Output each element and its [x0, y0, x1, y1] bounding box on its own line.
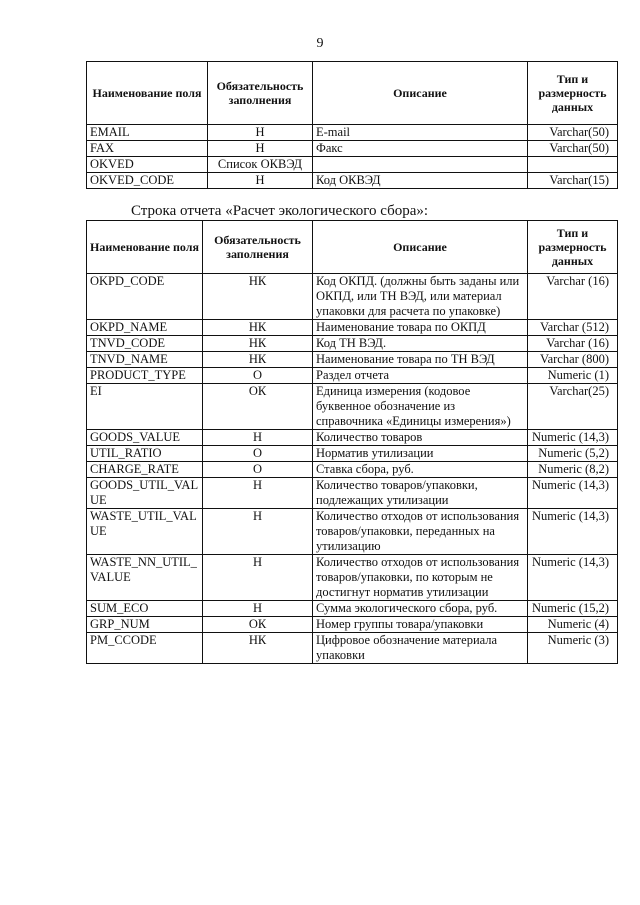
field-name-cell: OKVED_CODE — [87, 173, 208, 189]
field-name-cell: UTIL_RATIO — [87, 446, 203, 462]
description-cell: Номер группы товара/упаковки — [313, 617, 528, 633]
table-row — [87, 601, 618, 617]
type-cell: Numeric (14,3) — [528, 555, 618, 601]
type-cell: Numeric (14,3) — [528, 430, 618, 446]
type-cell: Numeric (14,3) — [528, 509, 618, 555]
required-cell: ОК — [203, 617, 313, 633]
required-cell: НК — [203, 274, 313, 320]
field-name-cell: WASTE_UTIL_VALUE — [87, 509, 203, 555]
header-description: Описание — [313, 221, 528, 274]
table-row — [87, 274, 618, 320]
table-row — [87, 478, 618, 509]
field-name-cell: SUM_ECO — [87, 601, 203, 617]
required-cell: НК — [203, 320, 313, 336]
table-row — [87, 430, 618, 446]
type-cell: Numeric (3) — [528, 633, 618, 664]
description-cell: Единица измерения (кодовое буквенное обозначение из справочника «Единицы измерения») — [313, 384, 528, 430]
required-cell: НК — [203, 336, 313, 352]
field-name-cell: EI — [87, 384, 203, 430]
header-required: Обязательность заполнения — [203, 221, 313, 274]
description-cell: Ставка сбора, руб. — [313, 462, 528, 478]
field-name-cell: GOODS_UTIL_VALUE — [87, 478, 203, 509]
required-cell: Список ОКВЭД — [208, 157, 313, 173]
required-cell: О — [203, 368, 313, 384]
type-cell: Numeric (1) — [528, 368, 618, 384]
required-cell: О — [203, 462, 313, 478]
description-cell: Количество отходов от использования товаров/упаковки, по которым не достигнут норматив утилизации — [313, 555, 528, 601]
table-row — [87, 157, 618, 173]
table-row — [87, 384, 618, 430]
description-cell: Норматив утилизации — [313, 446, 528, 462]
type-cell: Varchar (16) — [528, 336, 618, 352]
header-required: Обязательность заполнения — [208, 62, 313, 125]
header-data-type: Тип и размерность данных — [528, 62, 618, 125]
table-row — [87, 141, 618, 157]
description-cell: Сумма экологического сбора, руб. — [313, 601, 528, 617]
description-cell: Цифровое обозначение материала упаковки — [313, 633, 528, 664]
field-name-cell: EMAIL — [87, 125, 208, 141]
description-cell: Код ОКПД. (должны быть заданы или ОКПД, или ТН ВЭД, или материал упаковки для расчета по упаковке) — [313, 274, 528, 320]
table-row — [87, 173, 618, 189]
table-row — [87, 352, 618, 368]
type-cell: Varchar(25) — [528, 384, 618, 430]
required-cell: ОК — [203, 384, 313, 430]
description-cell: Код ТН ВЭД. — [313, 336, 528, 352]
description-cell: E-mail — [313, 125, 528, 141]
table-header-row — [87, 62, 618, 125]
header-field-name: Наименование поля — [87, 62, 208, 125]
table-row — [87, 462, 618, 478]
description-cell: Количество товаров/упаковки, подлежащих утилизации — [313, 478, 528, 509]
description-cell: Наименование товара по ОКПД — [313, 320, 528, 336]
table-row — [87, 617, 618, 633]
type-cell: Varchar (512) — [528, 320, 618, 336]
field-name-cell: TNVD_CODE — [87, 336, 203, 352]
field-name-cell: OKVED — [87, 157, 208, 173]
table-row — [87, 320, 618, 336]
table-row — [87, 368, 618, 384]
type-cell: Numeric (15,2) — [528, 601, 618, 617]
required-cell: Н — [208, 141, 313, 157]
field-name-cell: OKPD_NAME — [87, 320, 203, 336]
description-cell: Раздел отчета — [313, 368, 528, 384]
type-cell: Numeric (4) — [528, 617, 618, 633]
header-data-type: Тип и размерность данных — [528, 221, 618, 274]
field-name-cell: CHARGE_RATE — [87, 462, 203, 478]
required-cell: Н — [203, 555, 313, 601]
description-cell: Количество отходов от использования товаров/упаковки, переданных на утилизацию — [313, 509, 528, 555]
field-name-cell: WASTE_NN_UTIL_VALUE — [87, 555, 203, 601]
field-name-cell: PM_CCODE — [87, 633, 203, 664]
description-cell: Количество товаров — [313, 430, 528, 446]
type-cell: Varchar(50) — [528, 125, 618, 141]
table-row — [87, 446, 618, 462]
type-cell: Varchar (16) — [528, 274, 618, 320]
type-cell: Varchar (800) — [528, 352, 618, 368]
table-row — [87, 336, 618, 352]
fields-table-contacts — [86, 61, 618, 189]
required-cell: НК — [203, 633, 313, 664]
table-row — [87, 555, 618, 601]
required-cell: Н — [203, 601, 313, 617]
header-field-name: Наименование поля — [87, 221, 203, 274]
required-cell: Н — [203, 478, 313, 509]
type-cell: Varchar(15) — [528, 173, 618, 189]
type-cell: Numeric (8,2) — [528, 462, 618, 478]
section-caption: Строка отчета «Расчет экологического сбора»: — [131, 203, 429, 219]
description-cell: Факс — [313, 141, 528, 157]
required-cell: Н — [203, 430, 313, 446]
type-cell: Numeric (5,2) — [528, 446, 618, 462]
field-name-cell: GRP_NUM — [87, 617, 203, 633]
field-name-cell: TNVD_NAME — [87, 352, 203, 368]
table-header-row — [87, 221, 618, 274]
required-cell: Н — [203, 509, 313, 555]
description-cell: Наименование товара по ТН ВЭД — [313, 352, 528, 368]
description-cell: Код ОКВЭД — [313, 173, 528, 189]
header-description: Описание — [313, 62, 528, 125]
type-cell: Varchar(50) — [528, 141, 618, 157]
fields-table-eco-fee — [86, 220, 618, 664]
required-cell: О — [203, 446, 313, 462]
required-cell: Н — [208, 173, 313, 189]
field-name-cell: FAX — [87, 141, 208, 157]
field-name-cell: GOODS_VALUE — [87, 430, 203, 446]
required-cell: Н — [208, 125, 313, 141]
description-cell — [313, 157, 528, 173]
field-name-cell: PRODUCT_TYPE — [87, 368, 203, 384]
table-row — [87, 509, 618, 555]
type-cell — [528, 157, 618, 173]
table-row — [87, 125, 618, 141]
required-cell: НК — [203, 352, 313, 368]
table-row — [87, 633, 618, 664]
type-cell: Numeric (14,3) — [528, 478, 618, 509]
field-name-cell: OKPD_CODE — [87, 274, 203, 320]
page-number: 9 — [316, 36, 324, 51]
